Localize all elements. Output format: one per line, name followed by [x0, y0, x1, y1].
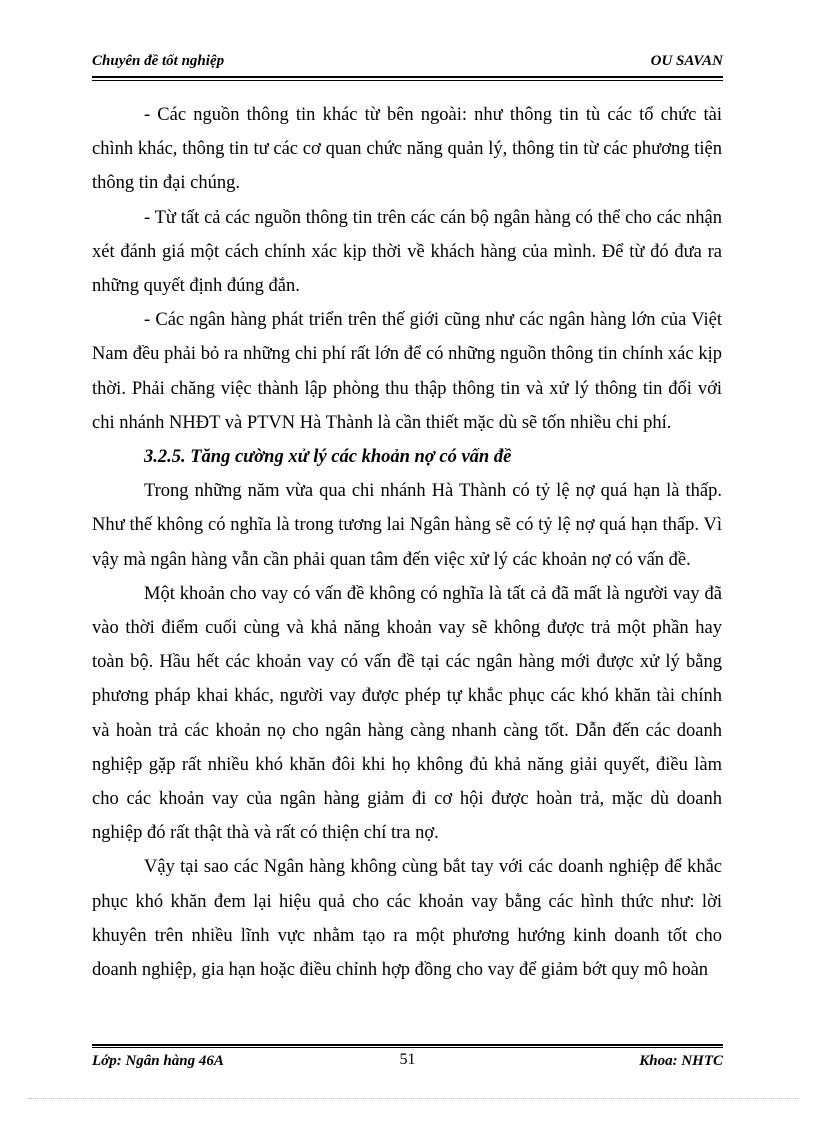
page-footer	[92, 1047, 723, 1072]
header-author: OU SAVAN	[650, 53, 723, 69]
body-paragraph: - Các ngân hàng phát triển trên thế giới cũng như các ngân hàng lớn của Việt Nam đều phải bỏ ra những chi phí rất lớn để có những nguồn thông tin chính xác kịp thời. Phải chăng việc thành lập phòng thu thập thông tin và xử lý thông tin đối với chi nhánh NHĐT và PTVN Hà Thành là cần thiết mặc dù sẽ tốn nhiều chi phí.	[92, 310, 722, 433]
page-bottom-dotted-divider	[28, 1098, 798, 1099]
section-paragraph: Một khoản cho vay có vấn đề không có nghĩa là tất cả đã mất là người vay đã vào thời điểm cuối cùng và khả năng khoản vay sẽ không được trả một phần hay toàn bộ. Hầu hết các khoản vay có vấn đề tại các ngân hàng mới được xử lý bằng phương pháp khai khác, người vay được phép tự khắc phục các khó khăn tài chính và hoàn trả các khoản nọ cho ngân hàng càng nhanh càng tốt. Dẫn đến các doanh nghiệp gặp rất nhiều khó khăn đôi khi họ không đủ khả năng giải quyết, điều làm cho các khoản vay của ngân hàng giảm đi cơ hội được hoàn trả, mặc dù doanh nghiệp đó rất thật thà và rất có thiện chí tra nợ.	[92, 583, 722, 844]
document-body	[92, 98, 722, 987]
body-paragraph: - Từ tất cả các nguồn thông tin trên các cán bộ ngân hàng có thể cho các nhận xét đánh giá một cách chính xác kịp thời về khách hàng của mình. Để từ đó đưa ra những quyết định đúng đắn.	[92, 207, 722, 297]
section-paragraph: Trong những năm vừa qua chi nhánh Hà Thành có tỷ lệ nợ quá hạn là thấp. Như thế không có nghĩa là trong tương lai Ngân hàng sẽ có tỷ lệ nợ quá hạn thấp. Vì vậy mà ngân hàng vẫn cần phải quan tâm đến việc xử lý các khoản nợ có vấn đề.	[92, 481, 722, 570]
section-paragraph: Vậy tại sao các Ngân hàng không cùng bắt tay với các doanh nghiệp để khắc phục khó khăn đem lại hiệu quả cho các khoản vay bằng các hình thức như: lời khuyên trên nhiều lĩnh vực nhằm tạo ra một phương hướng kinh doanh tốt cho doanh nghiệp, gia hạn hoặc điều chỉnh hợp đồng cho vay để giảm bớt quy mô hoàn	[92, 857, 722, 981]
body-paragraph: - Các nguồn thông tin khác từ bên ngoài: như thông tin tù các tổ chức tài chình khác, thông tin tư các cơ quan chức năng quản lý, thông tin từ các phương tiện thông tin đại chúng.	[92, 105, 722, 194]
section-heading: 3.2.5. Tăng cường xử lý các khoản nợ có vấn đề	[144, 447, 512, 468]
page-number: 51	[399, 1051, 416, 1068]
page-header	[92, 50, 723, 78]
footer-faculty: Khoa: NHTC	[639, 1053, 723, 1069]
header-document-type: Chuyên đề tốt nghiệp	[92, 53, 225, 69]
footer-class: Lớp: Ngân hàng 46A	[92, 1053, 224, 1069]
